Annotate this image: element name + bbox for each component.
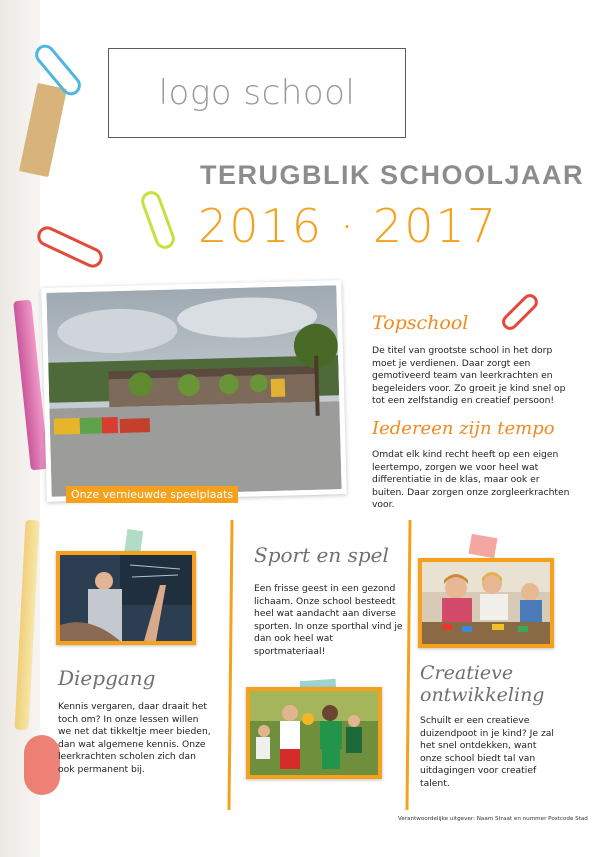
logo-text: logo school [158,73,356,113]
page-title: TERUGBLIK SCHOOLJAAR [200,160,585,190]
topschool-heading: Topschool [372,312,469,334]
classroom-photo [56,551,196,645]
red-paperclip-icon [34,223,106,271]
crafting-image [422,562,550,644]
school-year: 2016 · 2017 [198,199,498,253]
photo-caption: Onze vernieuwde speelplaats [66,486,238,503]
red-object-decoration [24,735,60,795]
tempo-text: Omdat elk kind recht heeft op een eigen leertempo, zorgen we voor heel wat differentiatie in de klas, maar ook er buiten. Daar zorgen onze zorgleerkrachten voor. [372,449,570,511]
diepgang-text: Kennis vergaren, daar draait het toch om? In onze lessen willen we net dat tikkeltje meer bieden, dan wat algemene kennis. Onze leerkrachten scholen zich dan ook permanent bij. [58,701,211,775]
playground-image [46,285,341,497]
topschool-text: De titel van grootste school in het dorp moet je verdienen. Daar zorgt een gemotiveerd team van leerkrachten en begeleiders voor. Zo groeit je kind snel op tot een zelfstandig en creatief persoon! [372,345,566,407]
sports-image [250,691,378,775]
footer-publisher: Verantwoordelijke uitgever: Naam Straat en nummer Postcode Stad [398,816,588,822]
diepgang-heading: Diepgang [58,666,156,690]
classroom-image [60,555,192,641]
creatief-heading-line1: Creatieve [420,662,514,684]
logo-placeholder [108,48,406,138]
playground-photo [41,280,346,502]
green-paperclip-icon [138,188,177,251]
sport-text: Een frisse geest in een gezond lichaam. Onze school besteedt heel wat aandacht aan diverse sporten. In onze sporthal vind je dan ook heel wat sportmateriaal! [254,583,403,657]
red-paperclip-small-icon [499,291,541,333]
crafting-photo [418,558,554,648]
sport-heading: Sport en spel [254,543,389,567]
creatief-text: Schuilt er een creatieve duizendpoot in je kind? Je zal het snel ontdekken, want onze school biedt tal van uitdagingen voor creatief talent. [420,715,554,789]
divider-line [405,520,411,810]
tape-decoration [468,534,497,558]
creatief-heading-line2: ontwikkeling [420,684,545,706]
divider-line [227,520,233,810]
sports-photo [246,687,382,779]
tempo-heading: Iedereen zijn tempo [372,418,555,439]
